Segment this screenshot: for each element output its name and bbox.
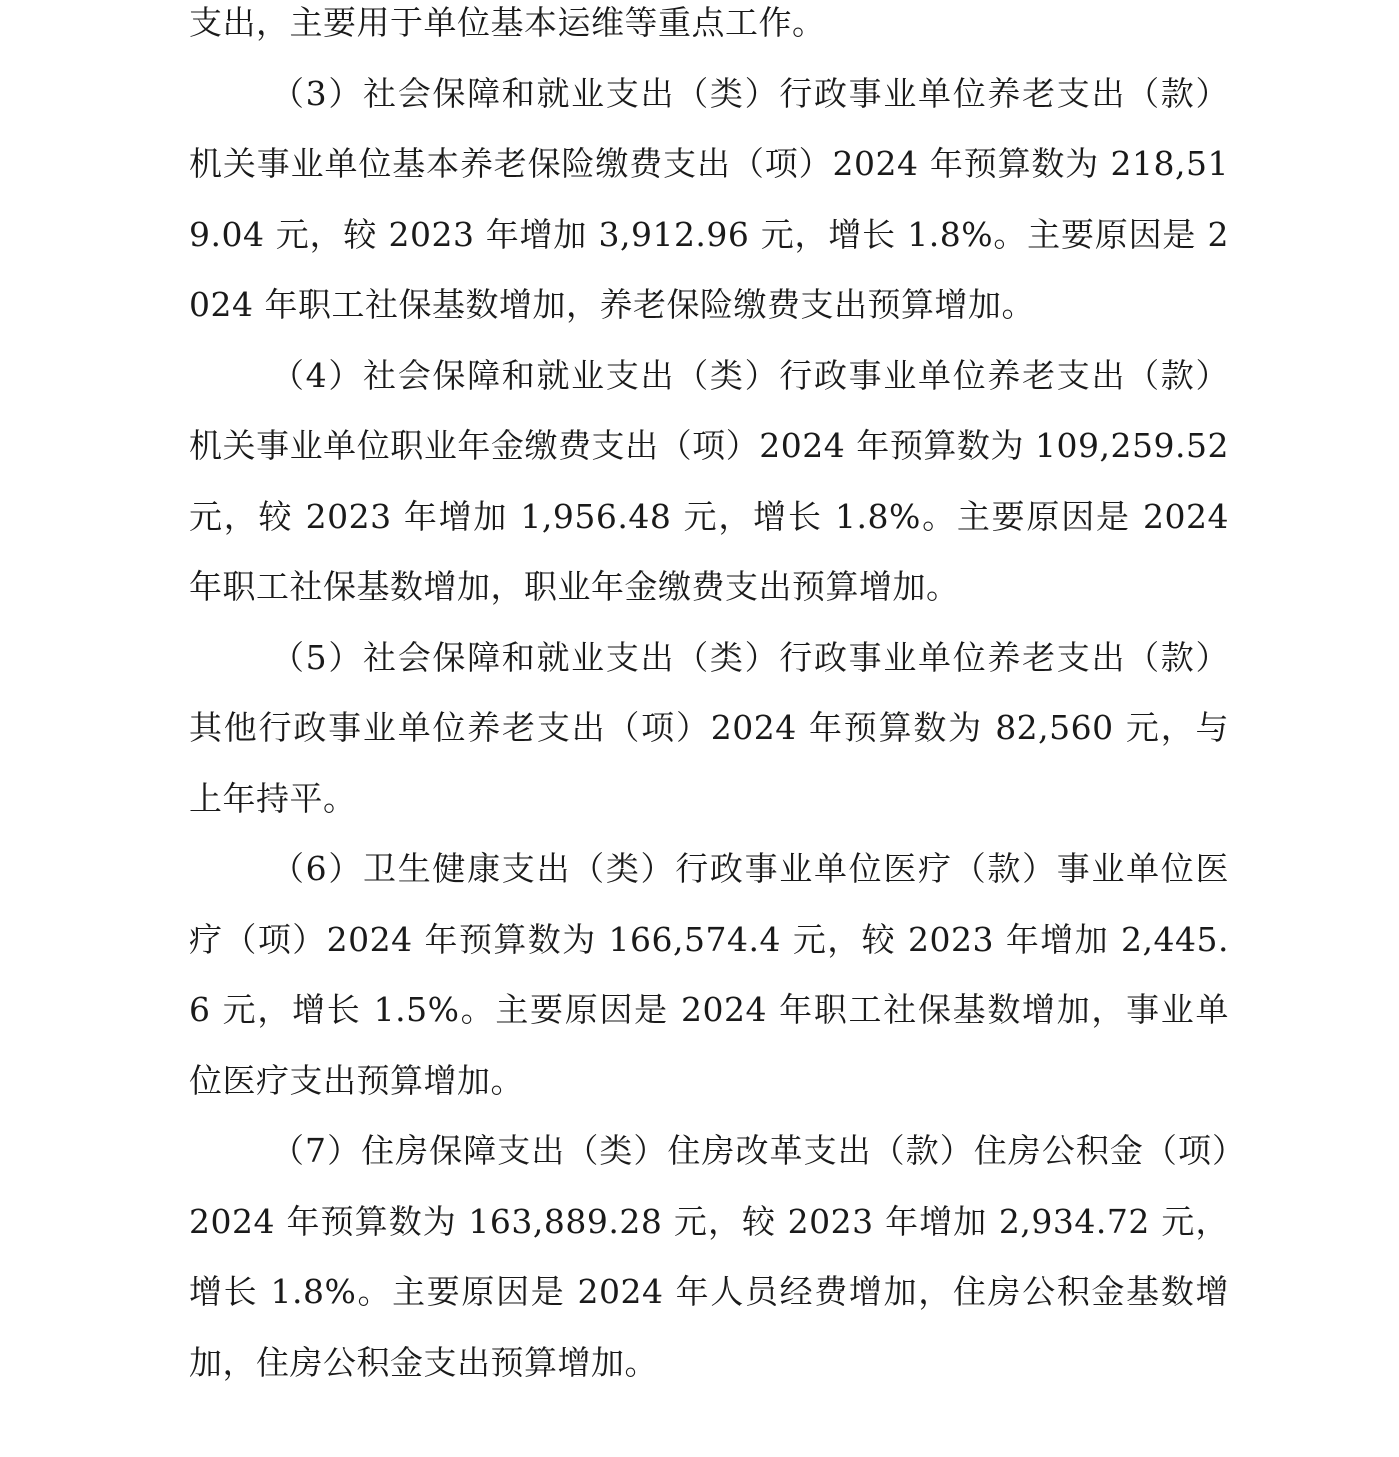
document-body (189, 0, 1229, 1398)
paragraph-item-3: （3）社会保障和就业支出（类）行政事业单位养老支出（款）机关事业单位基本养老保险缴费支出（项）2024 年预算数为 218,519.04 元，较 2023 年增加 3,912.96 元，增长 1.8%。主要原因是 2024 年职工社保基数增加，养老保险缴费支出预算增加。 (189, 73, 1229, 324)
paragraph-continuation: 支出，主要用于单位基本运维等重点工作。 (189, 3, 826, 42)
paragraph-item-6: （6）卫生健康支出（类）行政事业单位医疗（款）事业单位医疗（项）2024 年预算数为 166,574.4 元，较 2023 年增加 2,445.6 元，增长 1.5%。主要原因是 2024 年职工社保基数增加，事业单位医疗支出预算增加。 (189, 849, 1229, 1100)
paragraph-item-4: （4）社会保障和就业支出（类）行政事业单位养老支出（款）机关事业单位职业年金缴费支出（项）2024 年预算数为 109,259.52 元，较 2023 年增加 1,956.48 元，增长 1.8%。主要原因是 2024 年职工社保基数增加，职业年金缴费支出预算增加。 (189, 355, 1229, 606)
paragraph-item-5: （5）社会保障和就业支出（类）行政事业单位养老支出（款）其他行政事业单位养老支出（项）2024 年预算数为 82,560 元，与上年持平。 (189, 637, 1229, 818)
paragraph-item-7: （7）住房保障支出（类）住房改革支出（款）住房公积金（项）2024 年预算数为 163,889.28 元，较 2023 年增加 2,934.72 元，增长 1.8%。主要原因是 2024 年人员经费增加，住房公积金基数增加，住房公积金支出预算增加。 (189, 1131, 1229, 1382)
